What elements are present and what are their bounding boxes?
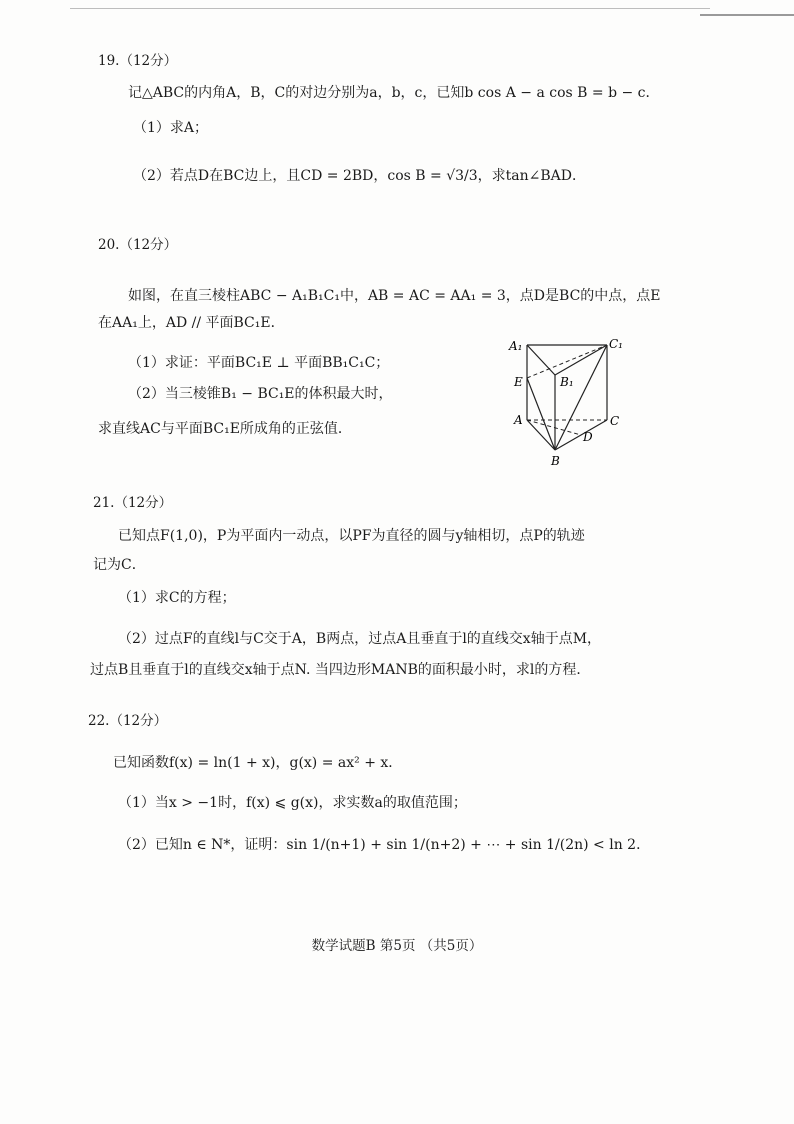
label-b1: B₁	[560, 375, 574, 389]
q22-part1: （1）当x > −1时，f(x) ⩽ g(x)，求实数a的取值范围；	[118, 795, 467, 811]
label-b: B	[551, 454, 560, 468]
q21-part2-cont: 过点B且垂直于l的直线交x轴于点N. 当四边形MANB的面积最小时，求l的方程．	[90, 662, 591, 678]
q21-stem-line1: 已知点F(1,0)，P为平面内一动点，以PF为直径的圆与y轴相切，点P的轨迹	[118, 528, 585, 544]
edge-ad-hidden	[527, 420, 581, 435]
edge-ec1-hidden	[527, 345, 607, 378]
q20-header: 20.（12分）	[98, 237, 178, 253]
label-d: D	[583, 430, 593, 444]
q21-stem-line2: 记为C．	[93, 557, 146, 573]
label-c1: C₁	[609, 337, 623, 351]
q21-part1: （1）求C的方程；	[118, 590, 236, 606]
edge-c1b	[555, 345, 607, 450]
q22-header: 22.（12分）	[88, 713, 168, 729]
label-e: E	[514, 375, 523, 389]
q19-stem: 记△ABC的内角A，B，C的对边分别为a，b，c，已知b cos A − a cos B = b − c．	[128, 85, 660, 101]
q21-part2: （2）过点F的直线l与C交于A，B两点，过点A且垂直于l的直线交x轴于点M，	[118, 631, 602, 647]
q20-part2: （2）当三棱锥B₁ − BC₁E的体积最大时，	[128, 386, 393, 402]
prism-figure	[505, 333, 630, 468]
q20-stem-line2: 在AA₁上，AD // 平面BC₁E．	[98, 315, 285, 331]
edge-a1b1	[527, 345, 555, 375]
q20-part2-cont: 求直线AC与平面BC₁E所成角的正弦值．	[98, 421, 352, 437]
q22-stem: 已知函数f(x) = ln(1 + x)，g(x) = ax² + x．	[113, 755, 403, 771]
page-footer: 数学试题B 第5页 （共5页）	[311, 938, 483, 954]
prism-diagram	[505, 333, 630, 468]
q19-part1: （1）求A；	[133, 120, 209, 136]
q20-stem-line1: 如图，在直三棱柱ABC − A₁B₁C₁中，AB = AC = AA₁ = 3，点D是BC的中点，点E	[128, 288, 661, 304]
q22-part2: （2）已知n ∈ N*，证明：sin 1/(n+1) + sin 1/(n+2) + ⋯ + sin 1/(2n) < ln 2．	[118, 837, 651, 853]
q21-header: 21.（12分）	[93, 495, 173, 511]
label-a1: A₁	[509, 339, 523, 353]
scan-edge-line	[70, 8, 710, 9]
scan-edge-mark	[700, 14, 794, 16]
q19-header: 19.（12分）	[98, 53, 178, 69]
edge-eb	[527, 378, 555, 450]
edge-ab	[527, 420, 555, 450]
q19-part2: （2）若点D在BC边上，且CD = 2BD，cos B = √3/3，求tan∠BAD．	[133, 168, 586, 184]
label-a: A	[514, 413, 523, 427]
label-c: C	[610, 414, 620, 428]
q20-part1: （1）求证：平面BC₁E ⊥ 平面BB₁C₁C；	[128, 355, 390, 371]
